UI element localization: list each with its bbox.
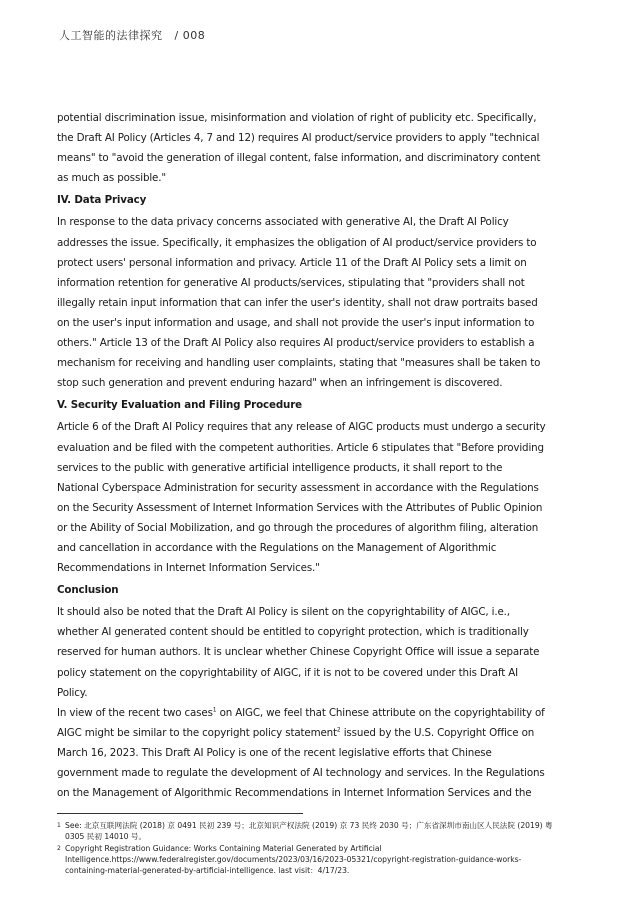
running-header xyxy=(59,27,205,43)
footnote-text: Copyright Registration Guidance: Works Containing Material Generated by Artificial Intelligence.https://www.federalregister.gov/documents/2023/03/16/2023-05321/copyright-registration-guidance-works-containing-material-generated-by-artificial-intelligence. last visit：4/17/23. xyxy=(65,844,522,875)
footnote-2 xyxy=(57,843,557,876)
security-evaluation-paragraph: Article 6 of the Draft AI Policy requires that any release of AIGC products must undergo a security evaluation and be filed with the competent authorities. Article 6 stipulates that "Before providing services to the public with generative artificial intelligence products, it shall report to the National Cyberspace Administration for security assessment in accordance with the Regulations on the Security Assessment of Internet Information Services with the Attributes of Public Opinion or the Ability of Social Mobilization, and go through the procedures of algorithm filing, alteration and cancellation in accordance with the Regulations on the Management of Algorithmic Recommendations in Internet Information Services." xyxy=(57,421,546,575)
section-heading-data-privacy: IV. Data Privacy xyxy=(57,194,147,207)
page-number: / 008 xyxy=(174,29,206,42)
conclusion-paragraph-2 xyxy=(57,703,547,803)
footnote-number: 2 xyxy=(57,845,61,852)
footnote-text: See: 北京互联网法院 (2018) 京 0491 民初 239 号；北京知识产权法院 (2019) 京 73 民终 2030 号；广东省深圳市南山区人民法院 (2019) 粤 0305 民初 14010 号。 xyxy=(65,821,553,841)
section-heading-conclusion: Conclusion xyxy=(57,584,119,597)
conclusion-text-part-3: issued by the U.S. Copyright Office on March 16, 2023. This Draft AI Policy is one of the recent legislative efforts that Chinese government made to regulate the development of AI technology and services. In the Regulations on the Management of Algorithmic Recommendations in Internet Information Services and the xyxy=(57,726,545,800)
footnotes xyxy=(57,820,557,876)
footnote-ref-1[interactable]: 1 xyxy=(212,706,217,714)
conclusion-text-part-2: on AIGC, we feel that Chinese attribute on the copyrightability of AIGC might be similar to the copyright policy statement xyxy=(57,706,545,739)
page-body xyxy=(57,108,547,803)
footnote-1 xyxy=(57,820,557,842)
footnote-number: 1 xyxy=(57,822,61,829)
intro-paragraph: potential discrimination issue, misinformation and violation of right of publicity etc. Specifically, the Draft AI Policy (Articles 4, 7 and 12) requires AI product/service providers to apply "technical means" to "avoid the generation of illegal content, false information, and discriminatory content as much as possible." xyxy=(57,112,541,185)
book-title: 人工智能的法律探究 xyxy=(59,29,163,42)
section-heading-security-evaluation: V. Security Evaluation and Filing Procedure xyxy=(57,399,302,412)
conclusion-text-part-1: In view of the recent two cases xyxy=(57,706,213,719)
footnote-ref-2[interactable]: 2 xyxy=(336,726,341,734)
data-privacy-paragraph: In response to the data privacy concerns associated with generative AI, the Draft AI Policy addresses the issue. Specifically, it emphasizes the obligation of AI product/service providers to protect users' personal information and privacy. Article 11 of the Draft AI Policy sets a limit on information retention for generative AI products/services, stipulating that "providers shall not illegally retain input information that can infer the user's identity, shall not draw portraits based on the user's input information and usage, and shall not provide the user's input information to others." Article 13 of the Draft AI Policy also requires AI product/service providers to establish a mechanism for receiving and handling user complaints, stating that "measures shall be taken to stop such generation and prevent enduring hazard" when an infringement is discovered. xyxy=(57,216,541,390)
footnote-divider xyxy=(57,813,303,814)
conclusion-paragraph-1: It should also be noted that the Draft AI Policy is silent on the copyrightability of AIGC, i.e., whether AI generated content should be entitled to copyright protection, which is traditionally reserved for human authors. It is unclear whether Chinese Copyright Office will issue a separate policy statement on the copyrightability of AIGC, if it is not to be covered under this Draft AI Policy. xyxy=(57,606,540,699)
